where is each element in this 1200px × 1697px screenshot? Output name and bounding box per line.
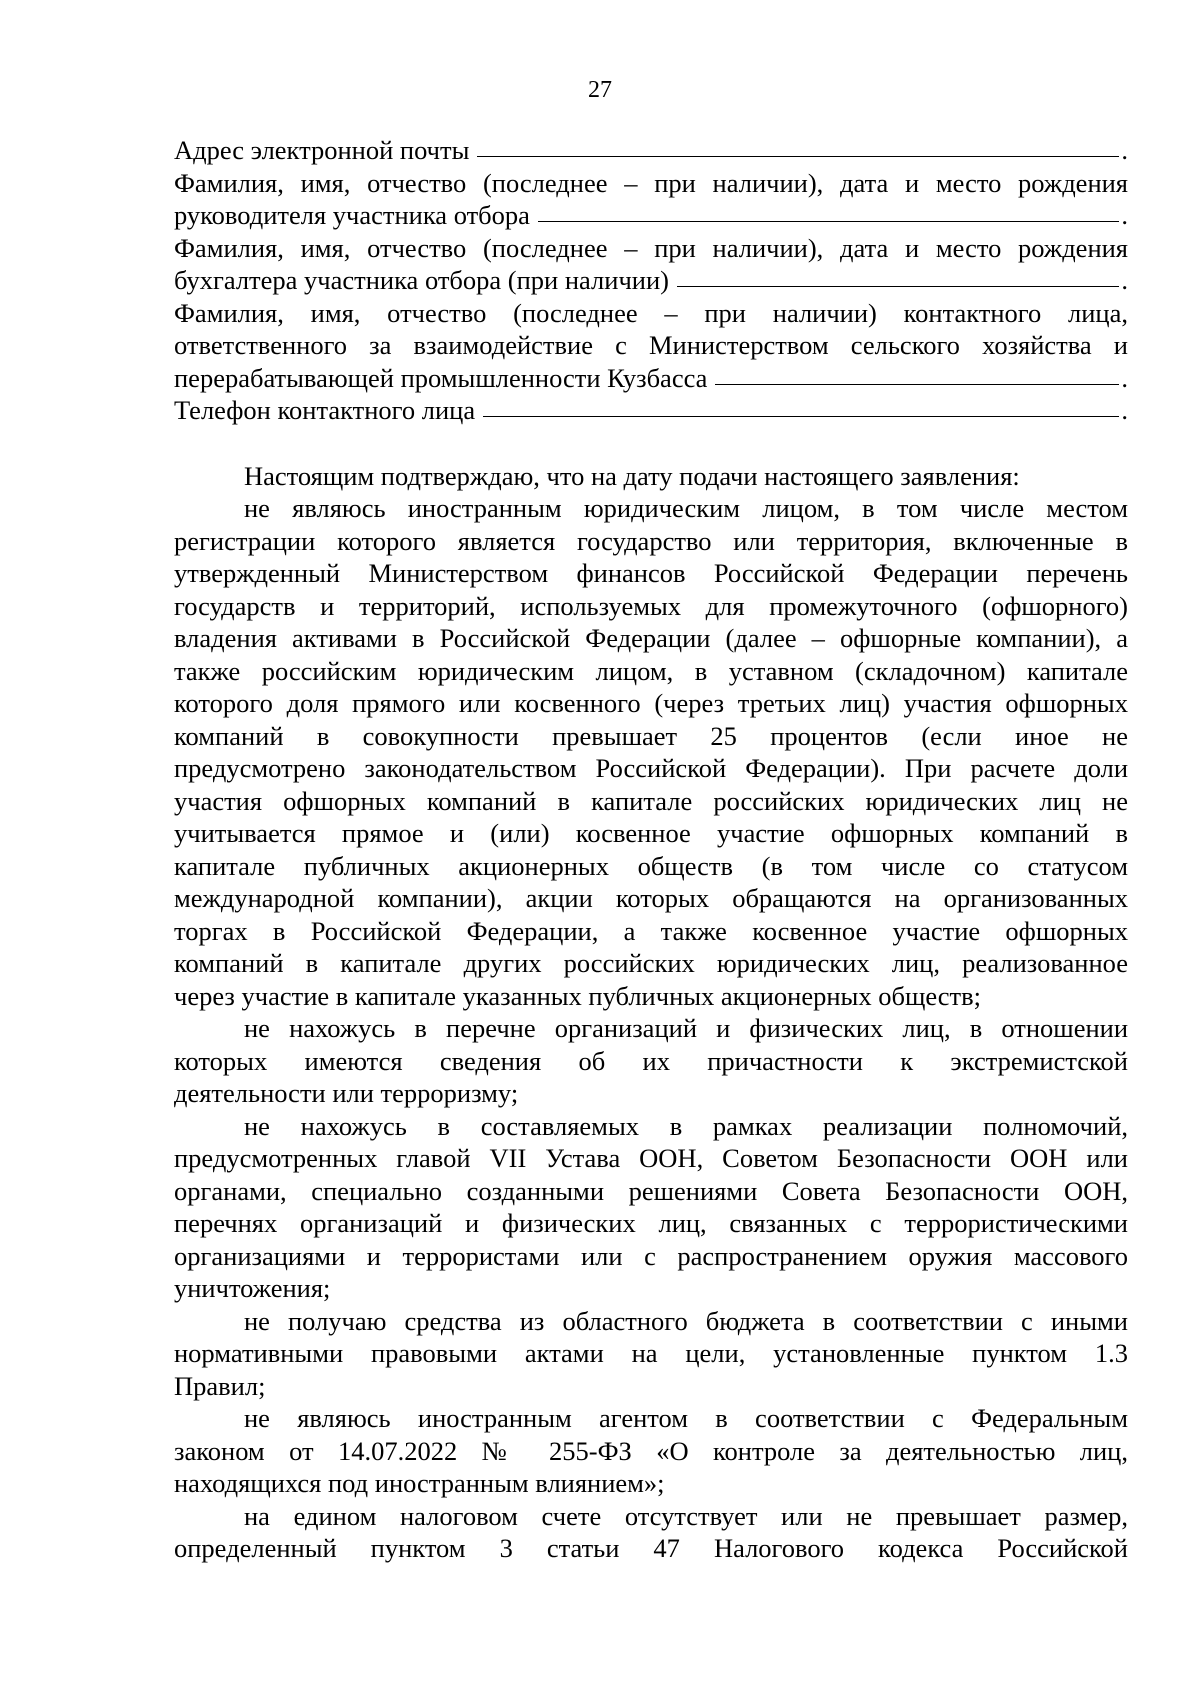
email-field-label: Адрес электронной почты <box>174 135 470 165</box>
accountant-field-label-line: Фамилия, имя, отчество (последнее – при наличии), дата и место рождения <box>174 232 1128 263</box>
paragraph-regional-budget <box>174 1305 1128 1403</box>
paragraph-line: учитывается прямое и (или) косвенное участие офшорных компаний в <box>174 818 1128 848</box>
accountant-field-row <box>174 264 1128 297</box>
field-end-punct: . <box>1121 200 1128 230</box>
paragraph-line: не являюсь иностранным юридическим лицом, в том числе местом <box>244 493 1128 523</box>
paragraph-extremism <box>174 1012 1128 1110</box>
contact-field-label-line: Фамилия, имя, отчество (последнее – при наличии) контактного лица, <box>174 297 1128 328</box>
confirmation-intro: Настоящим подтверждаю, что на дату подачи настоящего заявления: <box>244 460 1020 491</box>
paragraph-line: которых имеются сведения об их причастности к экстремистской <box>174 1045 1128 1076</box>
email-field-row <box>174 134 1128 167</box>
paragraph-line: предусмотрено законодательством Российской Федерации). При расчете доли <box>174 753 1128 783</box>
paragraph-line: утвержденный Министерством финансов Российской Федерации перечень <box>174 558 1128 588</box>
paragraph-line: которого доля прямого или косвенного (через третьих лиц) участия офшорных <box>174 688 1128 718</box>
paragraph-line: компаний в капитале других российских юридических лиц, реализованное <box>174 948 1128 978</box>
manager-field-label-line: Фамилия, имя, отчество (последнее – при наличии), дата и место рождения <box>174 167 1128 198</box>
paragraph-line: определенный пунктом 3 статьи 47 Налогового кодекса Российской <box>174 1533 1128 1563</box>
paragraph-line: капитале публичных акционерных обществ (в том числе со статусом <box>174 850 1128 881</box>
contact-field-label-line: ответственного за взаимодействие с Министерством сельского хозяйства и <box>174 330 1128 360</box>
paragraph-line: находящихся под иностранным влиянием»; <box>174 1468 665 1498</box>
paragraph-line: органами, специально созданными решениями Совета Безопасности ООН, <box>174 1175 1128 1206</box>
contact-field-row <box>174 362 1128 395</box>
paragraph-line: участия офшорных компаний в капитале российских юридических лиц не <box>174 785 1128 816</box>
paragraph-line: нормативными правовыми актами на цели, установленные пунктом 1.3 <box>174 1338 1128 1368</box>
paragraph-offshore <box>174 492 1128 1012</box>
paragraph-line: перечнях организаций и физических лиц, связанных с террористическими <box>174 1208 1128 1238</box>
manager-field-label: руководителя участника отбора <box>174 200 530 230</box>
paragraph-line: не получаю средства из областного бюджета в соответствии с иными <box>244 1305 1128 1336</box>
paragraph-line: на едином налоговом счете отсутствует или не превышает размер, <box>244 1500 1128 1531</box>
paragraph-line: государств и территорий, используемых для промежуточного (офшорного) <box>174 590 1128 621</box>
manager-blank-line <box>538 199 1119 222</box>
paragraph-line: регистрации которого является государство или территория, включенные в <box>174 525 1128 556</box>
accountant-blank-line <box>677 264 1119 287</box>
paragraph-line: международной компании), акции которых обращаются на организованных <box>174 883 1128 913</box>
paragraph-line: предусмотренных главой VII Устава ООН, Советом Безопасности ООН или <box>174 1143 1128 1173</box>
contact-field-label: перерабатывающей промышленности Кузбасса <box>174 362 708 393</box>
paragraph-line: не являюсь иностранным агентом в соответствии с Федеральным <box>244 1403 1128 1433</box>
document-body <box>174 134 1128 1565</box>
phone-field-label: Телефон контактного лица <box>174 395 476 425</box>
paragraph-line: законом от 14.07.2022 № 255-ФЗ «О контроле за деятельностью лиц, <box>174 1435 1128 1466</box>
email-blank-line <box>477 134 1119 157</box>
paragraph-un-lists <box>174 1110 1128 1305</box>
paragraph-foreign-agent <box>174 1402 1128 1500</box>
field-end-punct: . <box>1121 265 1128 295</box>
paragraph-line: торгах в Российской Федерации, а также косвенное участие офшорных <box>174 915 1128 946</box>
paragraph-line: деятельности или терроризму; <box>174 1078 519 1108</box>
phone-blank-line <box>483 394 1119 417</box>
field-end-punct: . <box>1121 362 1128 393</box>
phone-field-row <box>174 394 1128 427</box>
paragraph-line: не нахожусь в перечне организаций и физических лиц, в отношении <box>244 1013 1128 1043</box>
field-end-punct: . <box>1121 135 1128 165</box>
accountant-field-label: бухгалтера участника отбора (при наличии) <box>174 265 669 295</box>
paragraph-line: Правил; <box>174 1370 266 1401</box>
paragraph-line: организациями и террористами или с распространением оружия массового <box>174 1240 1128 1271</box>
contact-blank-line <box>715 362 1119 385</box>
manager-field-row <box>174 199 1128 232</box>
field-end-punct: . <box>1121 395 1128 425</box>
spacer <box>174 427 1128 460</box>
paragraph-line: компаний в совокупности превышает 25 процентов (если иное не <box>174 720 1128 751</box>
paragraph-line: через участие в капитале указанных публичных акционерных обществ; <box>174 980 982 1011</box>
paragraph-line: уничтожения; <box>174 1273 331 1303</box>
paragraph-line: также российским юридическим лицом, в уставном (складочном) капитале <box>174 655 1128 686</box>
paragraph-line: владения активами в Российской Федерации (далее – офшорные компании), а <box>174 623 1128 653</box>
page-number: 27 <box>588 77 612 103</box>
paragraph-tax-account <box>174 1500 1128 1565</box>
paragraph-line: не нахожусь в составляемых в рамках реализации полномочий, <box>244 1110 1128 1141</box>
